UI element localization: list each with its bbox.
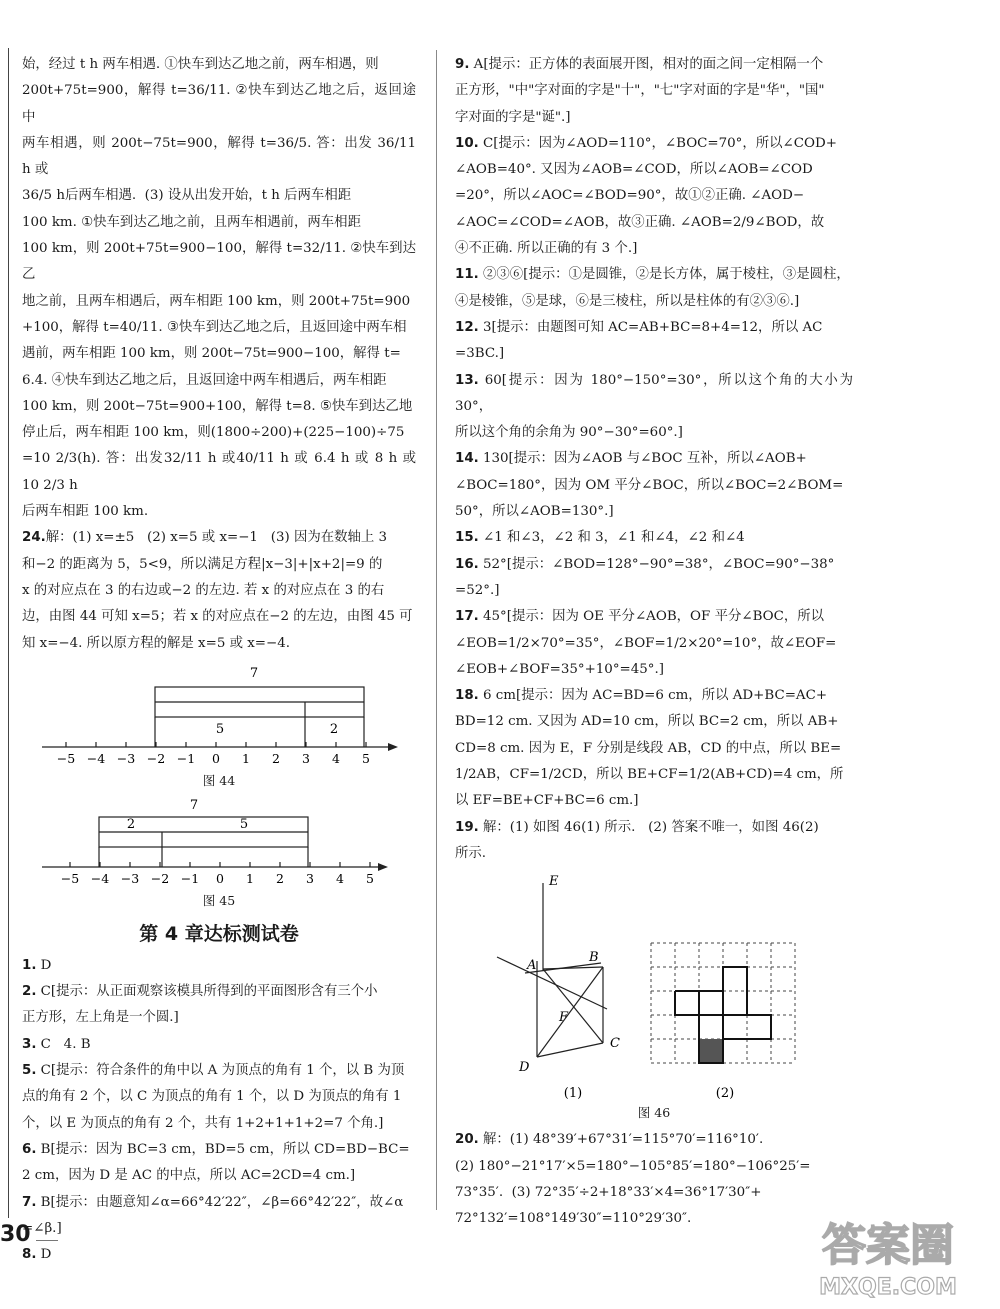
text-line: 1. D (22, 957, 52, 973)
text-line: +100，解得 t=40/11. ③快车到达乙地之后，且返回途中两车相 (22, 319, 407, 335)
fig45-caption: 图 45 (202, 892, 236, 908)
segment-DC (537, 1043, 603, 1057)
figure-46-diagram (455, 871, 853, 1103)
fig45-total-label: 7 (189, 797, 199, 813)
text-line: 2. C[提示：从正面观察该模具所得到的平面图形含有三个小 (22, 984, 378, 1000)
point-label-A: A (527, 958, 537, 974)
text-line: 和−2 的距离为 5，5<9，所以满足方程|x−3|+|x+2|=9 的 (22, 556, 383, 572)
text-line: 11. ②③⑥[提示：①是圆锥，②是长方体，属于棱柱，③是圆柱， (455, 267, 850, 283)
fig44-seg2-label: 2 (329, 721, 339, 737)
figure-45-diagram (22, 795, 416, 891)
fig45-arrow (378, 863, 388, 871)
text-line: 后两车相距 100 km. (22, 504, 149, 520)
text-line: 边，由图 44 可知 x=5；若 x 的对应点在−2 的左边，由图 45 可 (22, 609, 413, 625)
text-line: 100 km，则 200t+75t=900−100，解得 t=32/11. ②快车到达乙 (22, 241, 416, 283)
q24-answer (22, 525, 416, 656)
axis-tick-label: −1 (180, 870, 200, 886)
text-line: 18. 6 cm[提示：因为 AC=BD=6 cm，所以 AD+BC=AC+ (455, 688, 828, 704)
text-line: 知 x=−4. 所以原方程的解是 x=5 或 x=−4. (22, 635, 291, 651)
text-line: 12. 3[提示：由题图可知 AC=AB+BC=8+4=12，所以 AC (455, 319, 823, 335)
text-line: 以 EF=BE+CF+BC=6 cm.] (455, 793, 639, 809)
text-line: (2) 180°−21°17′×5=180°−105°85′=180°−106°25′= (455, 1158, 811, 1174)
text-line: 1/2AB，CF=1/2CD，所以 BE+CF=1/2(AB+CD)=4 cm，所 (455, 767, 844, 783)
fig44-total-label: 7 (249, 665, 259, 681)
axis-tick-label: −3 (116, 750, 136, 766)
axis-tick-label: −1 (176, 750, 196, 766)
text-line: 15. ∠1 和∠3，∠2 和 3，∠1 和∠4，∠2 和∠4 (455, 530, 745, 546)
axis-tick-label: 4 (336, 870, 344, 886)
figure-44 (22, 661, 416, 791)
right-column (455, 52, 858, 1232)
text-line: 5. C[提示：符合条件的角中以 A 为顶点的角有 1 个，以 B 为顶 (22, 1063, 405, 1079)
axis-tick-label: 0 (212, 750, 220, 766)
text-line: =3BC.] (455, 346, 505, 362)
text-line: 停止后，两车相距 100 km，则(1800÷200)+(225−100)÷75 (22, 425, 405, 441)
text-line: 9. A[提示：正方体的表面展开图，相对的面之间一定相隔一个 (455, 57, 824, 72)
text-line: 个，以 E 为顶点的角有 2 个，共有 1+2+1+1+2=7 个角.] (22, 1115, 384, 1131)
text-line: 地之前，且两车相遇后，两车相距 100 km，则 200t+75t=900 (22, 293, 411, 309)
text-line: 13. 60[提示：因为 180°−150°=30°，所以这个角的大小为 30°， (455, 372, 858, 414)
text-line: 8. D (22, 1247, 52, 1263)
text-line: 200t+75t=900，解得 t=36/11. ②快车到达乙地之后，返回途中 (22, 83, 416, 125)
question-number: 24. (22, 530, 46, 546)
text-line: =10 2/3(h). 答：出发32/11 h 或40/11 h 或 6.4 h 或 8 h 或 10 2/3 h (22, 451, 421, 493)
segment-AB (543, 967, 603, 969)
text-line: 7. B[提示：由题意知∠α=66°42′22″，∠β=66°42′22″，故∠α (22, 1194, 404, 1210)
axis-tick-label: 3 (302, 750, 310, 766)
text-line: 始，经过 t h 两车相遇. ①快车到达乙地之前，两车相遇，则 (22, 57, 379, 72)
chapter4-answers (22, 953, 416, 1269)
fig46-sub-caption-1: (1) (563, 1086, 583, 1102)
grid-shaded-cell (699, 1039, 723, 1063)
text-line: x 的对应点在 3 的右边或−2 的左边. 若 x 的对应点在 3 的右 (22, 582, 385, 598)
point-label-F: F (559, 1010, 569, 1026)
page-edge-line (8, 48, 9, 1218)
page-number-rule (36, 1240, 58, 1241)
figure-44-diagram (22, 661, 416, 771)
text-line: ∠EOB=1/2×70°=35°，∠BOF=1/2×20°=10°，故∠EOF= (455, 635, 837, 651)
figure-45 (22, 795, 416, 911)
point-label-D: D (519, 1060, 530, 1076)
watermark-logo (792, 1208, 984, 1302)
text-line: 72°132′=108°149′30″=110°29′30″. (455, 1211, 692, 1227)
text-line: CD=8 cm. 因为 E，F 分别是线段 AB，CD 的中点，所以 BE= (455, 740, 842, 756)
text-line: 10. C[提示：因为∠AOD=110°，∠BOC=70°，所以∠COD+ (455, 135, 837, 151)
axis-tick-label: −5 (56, 750, 76, 766)
answers-9-to-19 (455, 52, 858, 867)
text-line: 6.4. ④快车到达乙地之后，且返回途中两车相遇后，两车相距 (22, 372, 387, 388)
axis-tick-label: −5 (60, 870, 80, 886)
text-line: 6. B[提示：因为 BC=3 cm，BD=5 cm，所以 CD=BD−BC= (22, 1141, 410, 1157)
text-line: =∠β.] (22, 1220, 62, 1236)
axis-tick-label: −4 (86, 750, 106, 766)
watermark-text: 答案圈 (822, 1220, 954, 1271)
text-line: 100 km. ①快车到达乙地之前，且两车相遇前，两车相距 (22, 214, 361, 230)
fig46-sub-caption-2: (2) (715, 1086, 735, 1102)
text-line: 14. 130[提示：因为∠AOB 与∠BOC 互补，所以∠AOB+ (455, 451, 807, 467)
axis-tick-label: 1 (246, 870, 254, 886)
text-line: 3. C 4. B (22, 1036, 91, 1052)
text-line: 73°35′. (3) 72°35′÷2+18°33′×4=36°17′30″+ (455, 1184, 762, 1200)
text-line: =20°，所以∠AOC=∠BOD=90°，故①②正确. ∠AOD− (455, 188, 805, 204)
axis-tick-label: −4 (90, 870, 110, 886)
fig45-ticks (61, 862, 374, 886)
fig45-seg1-label: 2 (126, 816, 136, 832)
text-line: 所以这个角的余角为 90°−30°=60°.] (455, 425, 683, 441)
text-line: ∠BOC=180°，因为 OM 平分∠BOC，所以∠BOC=2∠BOM= (455, 477, 844, 493)
text-line: BD=12 cm. 又因为 AD=10 cm，所以 BC=2 cm，所以 AB+ (455, 714, 839, 730)
text-line: 2 cm，因为 D 是 AC 的中点，所以 AC=2CD=4 cm.] (22, 1168, 356, 1184)
figure-46 (455, 871, 853, 1123)
text-line: =52°.] (455, 582, 500, 598)
fig44-ticks (57, 742, 370, 766)
axis-tick-label: 4 (332, 750, 340, 766)
fig45-seg2-label: 5 (239, 816, 249, 832)
page-number: 30 (0, 1222, 31, 1247)
column-divider (436, 50, 437, 1210)
point-label-C: C (610, 1036, 620, 1052)
text-line: ∠AOB=40°. 又因为∠AOB=∠COD，所以∠AOB=∠COD (455, 162, 813, 178)
fig44-arrow (388, 743, 398, 751)
text-line: ∠AOC=∠COD=∠AOB，故③正确. ∠AOB=2/9∠BOD，故 (455, 214, 825, 230)
axis-tick-label: 5 (362, 750, 370, 766)
text-line: ④是棱锥，⑤是球，⑥是三棱柱，所以是柱体的有②③⑥.] (455, 293, 800, 309)
axis-tick-label: 5 (366, 870, 374, 886)
axis-tick-label: −2 (146, 750, 166, 766)
text-line: 两车相遇，则 200t−75t=900，解得 t=36/5. 答：出发 36/11 h 或 (22, 135, 421, 178)
axis-tick-label: 0 (216, 870, 224, 886)
watermark-url: MXQE.COM (819, 1275, 957, 1300)
text-line: 正方形，左上角是一个圆.] (22, 1010, 179, 1026)
axis-tick-label: 2 (272, 750, 280, 766)
text-line: 正方形，"中"字对面的字是"十"，"七"字对面的字是"华"，"国" (455, 83, 825, 99)
text-line: 点的角有 2 个，以 C 为顶点的角有 1 个，以 D 为顶点的角有 1 (22, 1089, 402, 1105)
text-line: 所示. (455, 845, 487, 861)
q23-continuation (22, 52, 421, 525)
axis-tick-label: −2 (150, 870, 170, 886)
axis-tick-label: 2 (276, 870, 284, 886)
text-line: 36/5 h后两车相遇. (3) 设从出发开始，t h 后两车相距 (22, 188, 352, 204)
text-line: 17. 45°[提示：因为 OE 平分∠AOB，OF 平分∠BOC，所以 (455, 609, 825, 625)
point-label-B: B (589, 950, 599, 966)
left-column (22, 52, 421, 1268)
text-line: 50°，所以∠AOB=130°.] (455, 504, 614, 520)
text-line: 遇前，两车相距 100 km，则 200t−75t=900−100，解得 t= (22, 346, 401, 362)
fig46-caption: 图 46 (637, 1105, 671, 1121)
text-line: 20. 解：(1) 48°39′+67°31′=115°70′=116°10′. (455, 1132, 764, 1148)
text-line: ④不正确. 所以正确的有 3 个.] (455, 241, 638, 257)
axis-tick-label: 1 (242, 750, 250, 766)
axis-tick-label: 3 (306, 870, 314, 886)
point-label-E: E (549, 874, 559, 890)
text-line: 19. 解：(1) 如图 46(1) 所示. (2) 答案不唯一，如图 46(2) (455, 819, 819, 835)
text-line: ∠EOB+∠BOF=35°+10°=45°.] (455, 661, 664, 677)
text-line: 字对面的字是"诞".] (455, 109, 571, 125)
text-line: 100 km，则 200t−75t=900+100，解得 t=8. ⑤快车到达乙地 (22, 398, 413, 414)
axis-tick-label: −3 (120, 870, 140, 886)
chapter-title: 第 4 章达标测试卷 (139, 922, 299, 945)
fig44-caption: 图 44 (202, 772, 236, 788)
text-line: 16. 52°[提示：∠BOD=128°−90°=38°，∠BOC=90°−38° (455, 556, 835, 572)
fig44-seg1-label: 5 (215, 721, 225, 737)
text-line: 24.解：(1) x=±5 (2) x=5 或 x=−1 (3) 因为在数轴上 3 (22, 530, 388, 546)
